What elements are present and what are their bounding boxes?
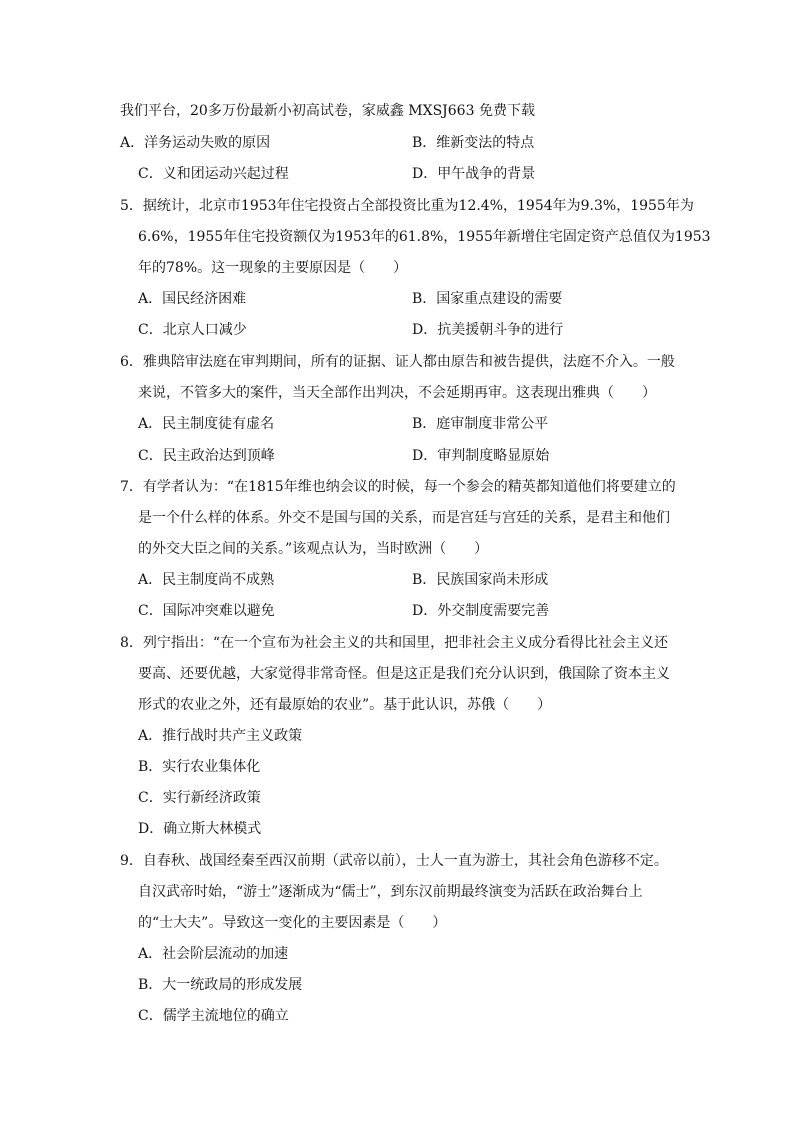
q5-option-b bbox=[412, 289, 562, 309]
option-letter: C． bbox=[138, 790, 163, 806]
q4-option-d bbox=[412, 164, 535, 184]
option-letter: B． bbox=[412, 291, 437, 307]
option-letter: B． bbox=[412, 135, 437, 151]
q9-stem-line-1: 9．自春秋、战国经秦至西汉前期（武帝以前），士人一直为游士，其社会角色游移不定。 bbox=[120, 853, 668, 869]
option-text: 义和团运动兴起过程 bbox=[162, 166, 289, 182]
q8-stem-line-2: 要高、还要优越，大家觉得非常奇怪。但是这正是我们充分认识到，俄国除了资本主义 bbox=[138, 666, 670, 682]
q9-option-c bbox=[138, 1006, 289, 1026]
q8-option-c bbox=[138, 788, 261, 808]
q7-option-b bbox=[412, 570, 548, 590]
option-letter: A． bbox=[138, 416, 163, 432]
q6-option-b bbox=[412, 414, 548, 434]
option-letter: C． bbox=[138, 603, 163, 619]
q6-option-c bbox=[138, 446, 275, 466]
q9-option-b bbox=[138, 975, 302, 995]
option-letter: C． bbox=[138, 166, 163, 182]
option-text: 洋务运动失败的原因 bbox=[144, 135, 271, 151]
option-text: 国际冲突难以避免 bbox=[162, 603, 275, 619]
option-letter: D． bbox=[138, 821, 164, 837]
option-letter: B． bbox=[138, 759, 163, 775]
q5-option-a bbox=[138, 289, 246, 309]
q5-stem-line-1: 5．据统计，北京市1953年住宅投资占全部投资比重为12.4%，1954年为9.3%，1955年为 bbox=[120, 198, 694, 214]
q9-stem-line-2: 自汉武帝时始，“游士”逐渐成为“儒士”，到东汉前期最终演变为活跃在政治舞台上 bbox=[138, 884, 643, 900]
q8-stem-line-3: 形式的农业之外，还有最原始的农业”。基于此认识，苏俄（ ） bbox=[138, 697, 552, 713]
q7-option-d bbox=[412, 601, 549, 621]
option-text: 外交制度需要完善 bbox=[437, 603, 550, 619]
q5-stem-line-2: 6.6%，1955年住宅投资额仅为1953年的61.8%，1955年新增住宅固定资产总值仅为1953 bbox=[138, 229, 711, 245]
q4-option-a bbox=[120, 133, 270, 153]
q9-option-a bbox=[138, 944, 288, 964]
option-letter: C． bbox=[138, 448, 163, 464]
option-letter: B． bbox=[138, 977, 163, 993]
option-text: 民主制度徒有虚名 bbox=[162, 416, 275, 432]
q8-option-b bbox=[138, 757, 260, 777]
q6-stem-line-2: 来说，不管多大的案件，当天全部作出判决，不会延期再审。这表现出雅典（ ） bbox=[138, 385, 656, 401]
option-text: 国家重点建设的需要 bbox=[436, 291, 563, 307]
option-text: 推行战时共产主义政策 bbox=[162, 728, 303, 744]
q6-option-a bbox=[138, 414, 274, 434]
option-letter: B． bbox=[412, 416, 437, 432]
option-letter: A． bbox=[138, 946, 163, 962]
option-text: 审判制度略显原始 bbox=[437, 448, 550, 464]
q8-option-a bbox=[138, 726, 302, 746]
option-letter: A． bbox=[138, 291, 163, 307]
option-text: 实行农业集体化 bbox=[162, 759, 261, 775]
q7-option-c bbox=[138, 601, 275, 621]
option-text: 国民经济困难 bbox=[162, 291, 247, 307]
option-letter: B． bbox=[412, 572, 437, 588]
option-letter: A． bbox=[120, 135, 145, 151]
q5-option-d bbox=[412, 320, 563, 340]
promo-line: 我们平台，20多万份最新小初高试卷，家威鑫 MXSJ663 免费下载 bbox=[120, 103, 535, 119]
q8-option-d bbox=[138, 819, 261, 839]
option-text: 北京人口减少 bbox=[162, 322, 247, 338]
option-text: 民主制度尚不成熟 bbox=[162, 572, 275, 588]
option-text: 庭审制度非常公平 bbox=[436, 416, 549, 432]
option-letter: C． bbox=[138, 322, 163, 338]
option-letter: A． bbox=[138, 572, 163, 588]
option-letter: C． bbox=[138, 1008, 163, 1024]
q6-stem-line-1: 6．雅典陪审法庭在审判期间，所有的证据、证人都由原告和被告提供，法庭不介入。一般 bbox=[120, 354, 675, 370]
q7-stem-line-1: 7．有学者认为：“在1815年维也纳会议的时候，每一个参会的精英都知道他们将要建立的 bbox=[120, 479, 676, 495]
option-text: 社会阶层流动的加速 bbox=[162, 946, 289, 962]
option-letter: D． bbox=[412, 166, 438, 182]
q7-option-a bbox=[138, 570, 274, 590]
option-text: 维新变法的特点 bbox=[436, 135, 535, 151]
q7-stem-line-3: 的外交大臣之间的关系。”该观点认为，当时欧洲（ ） bbox=[138, 541, 489, 557]
option-text: 民族国家尚未形成 bbox=[436, 572, 549, 588]
option-text: 甲午战争的背景 bbox=[437, 166, 536, 182]
q8-stem-line-1: 8．列宁指出：“在一个宣布为社会主义的共和国里，把非社会主义成分看得比社会主义还 bbox=[120, 635, 669, 651]
option-text: 实行新经济政策 bbox=[162, 790, 261, 806]
option-text: 抗美援朝斗争的进行 bbox=[437, 322, 564, 338]
option-text: 确立斯大林模式 bbox=[163, 821, 262, 837]
option-letter: D． bbox=[412, 603, 438, 619]
option-text: 大一统政局的形成发展 bbox=[162, 977, 303, 993]
option-text: 民主政治达到顶峰 bbox=[162, 448, 275, 464]
q9-stem-line-3: 的“士大夫”。导致这一变化的主要因素是（ ） bbox=[138, 915, 447, 931]
option-letter: D． bbox=[412, 322, 438, 338]
q4-option-c bbox=[138, 164, 289, 184]
q4-option-b bbox=[412, 133, 534, 153]
q7-stem-line-2: 是一个什么样的体系。外交不是国与国的关系，而是宫廷与宫廷的关系，是君主和他们 bbox=[138, 510, 670, 526]
q5-stem-line-3: 年的78%。这一现象的主要原因是（ ） bbox=[138, 260, 408, 276]
q6-option-d bbox=[412, 446, 549, 466]
q5-option-c bbox=[138, 320, 247, 340]
option-letter: D． bbox=[412, 448, 438, 464]
option-text: 儒学主流地位的确立 bbox=[162, 1008, 289, 1024]
option-letter: A． bbox=[138, 728, 163, 744]
